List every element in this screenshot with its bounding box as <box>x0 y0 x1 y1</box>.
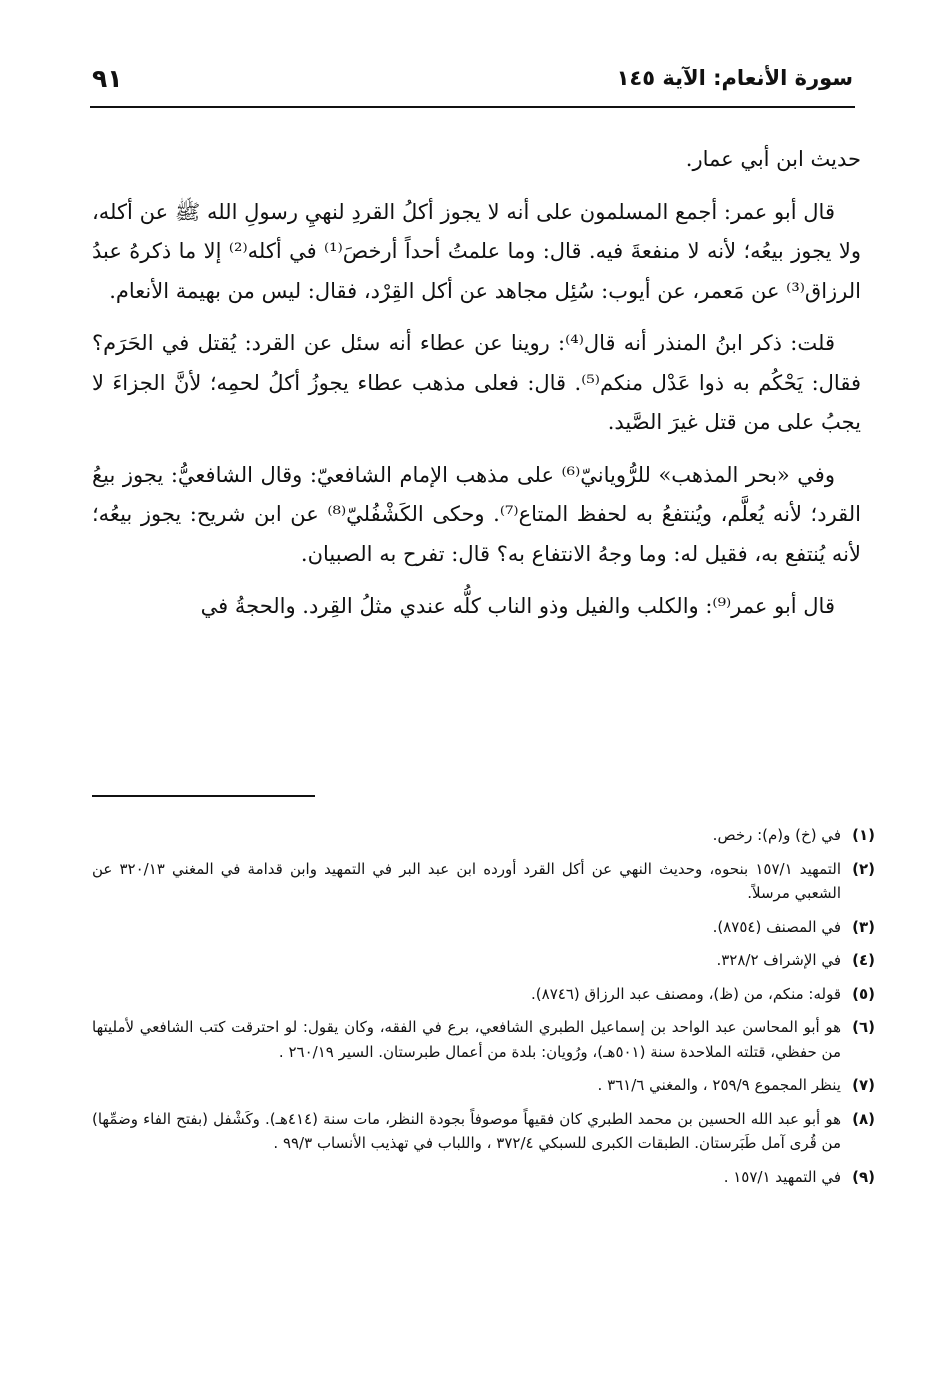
footnote-text: في (خ) و(م): رخص. <box>712 826 841 844</box>
footnote-number: (٥) <box>852 984 875 1003</box>
footnote-text: التمهيد ١٥٧/١ بنحوه، وحديث النهي عن أكل القرد أورده ابن عبد البر في التمهيد وابن قدامة في المغني ٣٢٠/١٣ عن الشعبي مرسلاً. <box>92 859 842 902</box>
footnote-text: ينظر المجموع ٢٥٩/٩ ، والمغني ٣٦١/٦ . <box>597 1076 841 1094</box>
footnote-text: في التمهيد ١٥٧/١ . <box>723 1167 841 1186</box>
footnote <box>92 1107 875 1156</box>
footnote <box>92 948 875 973</box>
footnote-text: قوله: منكم، من (ظ)، ومصنف عبد الرزاق (٨٧٤٦). <box>531 984 841 1003</box>
header-rule <box>90 106 855 108</box>
footnote-text: في المصنف (٨٧٥٤). <box>712 917 841 936</box>
paragraph: حديث ابن أبي عمار. <box>685 147 861 171</box>
footnote <box>92 982 875 1007</box>
footnote <box>92 1165 875 1190</box>
footnote <box>92 1015 875 1064</box>
footnote-number: (٣) <box>852 917 875 936</box>
footnote-number: (٤) <box>852 951 875 969</box>
page-number: ٩١ <box>92 64 123 93</box>
paragraph: وفي «بحر المذهب» للرُّويانيّ⁽⁶⁾ على مذهب الإمام الشافعيّ: وقال الشافعيُّ: يجوز بيعُ القرد؛ لأنه يُعلَّم، ويُنتفعُ به لحفظ المتاع⁽⁷⁾. وحكى الكَشْفُليّ⁽⁸⁾ عن ابن شريح: يجوز بيعُه؛ لأنه يُنتفع به، فقيل له: وما وجهُ الانتفاع به؟ قال: تفرح به الصبيان. <box>92 462 862 566</box>
footnote <box>92 915 875 940</box>
footnote-number: (٦) <box>852 1018 875 1036</box>
footnote-number: (٢) <box>852 859 875 878</box>
paragraph: قال أبو عمر: أجمع المسلمون على أنه لا يجوز أكلُ القردِ لنهيِ رسولِ الله ﷺ عن أكله، ولا يجوز بيعُه؛ لأنه لا منفعةَ فيه. قال: وما علمتُ أحداً أرخصَ⁽¹⁾ في أكله⁽²⁾ إلا ما ذكرهُ عبدُ الرزاق⁽³⁾ عن مَعمر، عن أيوب: سُئِل مجاهد عن أكل القِرْد، فقال: ليس من بهيمة الأنعام. <box>92 199 861 303</box>
footnote <box>92 823 875 848</box>
footnote-number: (٨) <box>852 1109 875 1128</box>
paragraph: قال أبو عمر⁽⁹⁾: والكلب والفيل وذو الناب كلُّه عندي مثلُ القِرد. والحجةُ في <box>200 594 835 618</box>
footnote <box>92 857 875 906</box>
main-text <box>92 140 861 640</box>
page-header <box>92 62 853 106</box>
footnote <box>92 1073 875 1098</box>
footnote-text: هو أبو المحاسن عبد الواحد بن إسماعيل الطبري الشافعي، برع في الفقه، وكان يقول: لو احترقت كتب الشافعي لأمليتها من حفظي، قتلته الملاحدة سنة (٥٠١هـ)، ورُويان: بلدة من أعمال طبرستان. السير ٢٦٠/١٩ . <box>92 1018 841 1061</box>
paragraph: قلت: ذكر ابنُ المنذر أنه قال⁽⁴⁾: روينا عن عطاء أنه سئل عن القرد: يُقتل في الحَرَم؟ فقال: يَحْكُم به ذوا عَدْل منكم⁽⁵⁾. قال: فعلى مذهب عطاء يجوزُ أكلُ لحمِه؛ لأنَّ الجزاءَ لا يجبُ على من قتل غيرَ الصَّيد. <box>92 331 861 434</box>
running-title: سورة الأنعام: الآية ١٤٥ <box>616 66 853 90</box>
footnote-separator <box>92 795 315 797</box>
footnote-text: في الإشراف ٣٢٨/٢. <box>716 951 841 969</box>
footnotes <box>92 823 875 1198</box>
footnote-text: هو أبو عبد الله الحسين بن محمد الطبري كان فقيهاً موصوفاً بجودة النظر، مات سنة (٤١٤هـ). وكَشْفل (بفتح الفاء وضمِّها) من قُرى آمل طَبَرستان. الطبقات الكبرى للسبكي ٣٧٢/٤ ، واللباب في تهذيب الأنساب ٩٩/٣ . <box>92 1109 841 1152</box>
footnote-number: (٩) <box>852 1167 875 1186</box>
footnote-number: (٧) <box>852 1076 875 1094</box>
footnote-number: (١) <box>852 826 875 844</box>
